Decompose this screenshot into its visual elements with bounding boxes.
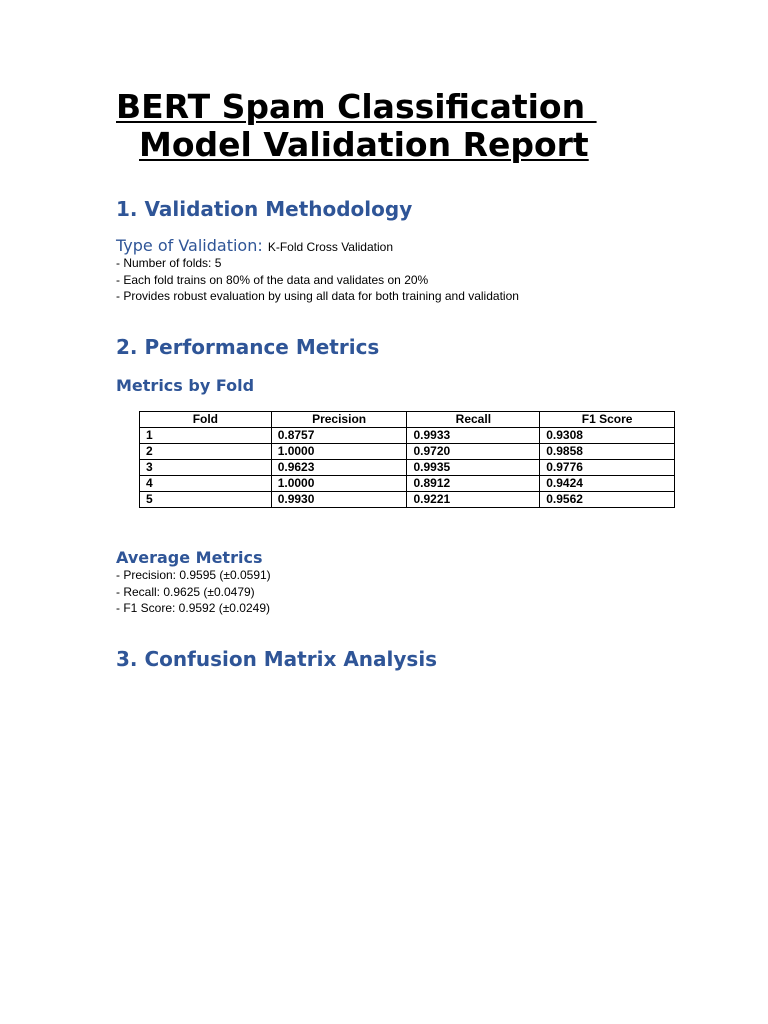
cell-recall: 0.8912	[407, 476, 540, 492]
table-row	[140, 492, 675, 508]
title-line-1: BERT Spam Classification	[116, 87, 597, 126]
methodology-bullets	[116, 255, 519, 305]
section-1-heading: 1. Validation Methodology	[116, 197, 413, 221]
average-metrics-heading: Average Metrics	[116, 548, 263, 567]
average-metric-line: - Precision: 0.9595 (±0.0591)	[116, 568, 271, 582]
title-line-2: Model Validation Report	[139, 125, 589, 164]
validation-type-line	[116, 236, 393, 257]
cell-recall: 0.9935	[407, 460, 540, 476]
validation-type-value: K-Fold Cross Validation	[267, 240, 394, 254]
cell-f1: 0.9308	[540, 428, 675, 444]
cell-precision: 1.0000	[271, 444, 407, 460]
table-header-row	[140, 412, 675, 428]
validation-type-label: Type of Validation:	[116, 236, 263, 255]
average-metric-line: - F1 Score: 0.9592 (±0.0249)	[116, 601, 271, 615]
table-row	[140, 460, 675, 476]
table-row	[140, 476, 675, 492]
report-title	[116, 88, 636, 164]
header-f1: F1 Score	[540, 412, 675, 428]
table-row	[140, 444, 675, 460]
average-metric-line: - Recall: 0.9625 (±0.0479)	[116, 584, 255, 599]
section-2-heading: 2. Performance Metrics	[116, 335, 380, 359]
cell-precision: 0.9930	[271, 492, 407, 508]
cell-recall: 0.9720	[407, 444, 540, 460]
cell-f1: 0.9562	[540, 492, 675, 508]
cell-fold: 5	[140, 492, 272, 508]
cell-precision: 1.0000	[271, 476, 407, 492]
metrics-by-fold-heading: Metrics by Fold	[116, 376, 255, 395]
cell-fold: 2	[140, 444, 272, 460]
average-metrics-list	[116, 567, 271, 617]
cell-f1: 0.9424	[540, 476, 675, 492]
cell-fold: 4	[140, 476, 272, 492]
cell-precision: 0.9623	[271, 460, 407, 476]
cell-fold: 3	[140, 460, 272, 476]
cell-recall: 0.9933	[407, 428, 540, 444]
metrics-table	[139, 411, 675, 508]
methodology-bullet: - Each fold trains on 80% of the data and validates on 20%	[116, 272, 429, 287]
header-fold: Fold	[140, 412, 272, 428]
cell-recall: 0.9221	[407, 492, 540, 508]
methodology-bullet: - Provides robust evaluation by using all data for both training and validation	[116, 289, 519, 303]
methodology-bullet: - Number of folds: 5	[116, 256, 222, 270]
header-precision: Precision	[271, 412, 407, 428]
table-row	[140, 428, 675, 444]
cell-precision: 0.8757	[271, 428, 407, 444]
cell-f1: 0.9776	[540, 460, 675, 476]
section-3-heading: 3. Confusion Matrix Analysis	[116, 647, 438, 671]
header-recall: Recall	[407, 412, 540, 428]
cell-fold: 1	[140, 428, 272, 444]
cell-f1: 0.9858	[540, 444, 675, 460]
